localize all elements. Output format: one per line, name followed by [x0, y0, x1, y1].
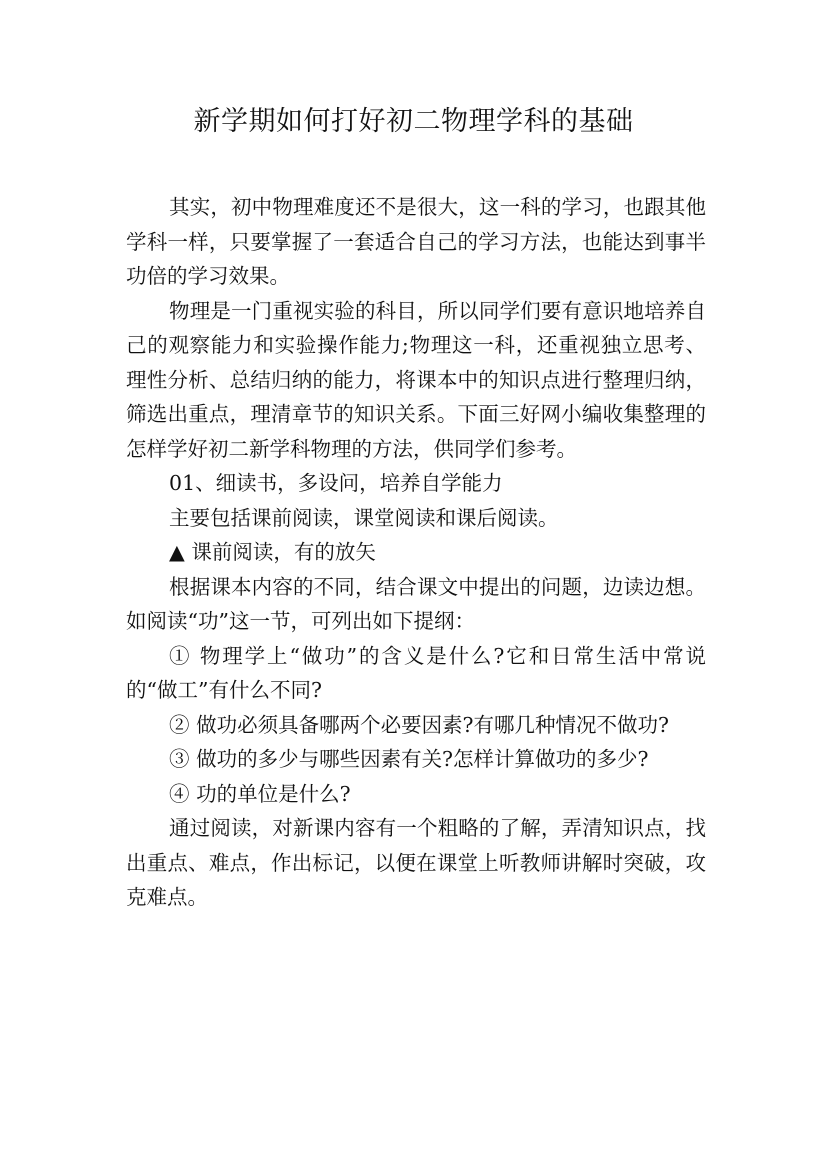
section-heading-01: 01、细读书，多设问，培养自学能力: [169, 471, 503, 495]
document-title: 新学期如何打好初二物理学科的基础: [193, 106, 634, 137]
paragraph-intro: 其实，初中物理难度还不是很大，这一科的学习，也跟其他学科一样，只要掌握了一套适合自己的学习方法，也能达到事半功倍的学习效果。: [126, 195, 706, 288]
outline-item-4: ④ 功的单位是什么?: [169, 781, 351, 806]
paragraph-experiment: 物理是一门重视实验的科目，所以同学们要有意识地培养自己的观察能力和实验操作能力;物理这一科，还重视独立思考、理性分析、总结归纳的能力，将课本中的知识点进行整理归纳，筛选出重点，理清章节的知识关系。下面三好网小编收集整理的怎样学好初二新学科物理的方法，供同学们参考。: [126, 298, 706, 461]
subheading-pre-class-reading: ▲ 课前阅读，有的放矢: [169, 540, 376, 564]
outline-item-3: ③ 做功的多少与哪些因素有关?怎样计算做功的多少?: [169, 747, 649, 771]
document-body: [126, 190, 706, 915]
paragraph-conclusion: 通过阅读，对新课内容有一个粗略的了解，弄清知识点，找出重点、难点，作出标记，以便在课堂上听教师讲解时突破，攻克难点。: [126, 816, 706, 909]
outline-item-2: ② 做功必须具备哪两个必要因素?有哪几种情况不做功?: [169, 712, 670, 737]
paragraph-outline-intro: 根据课本内容的不同，结合课文中提出的问题，边读边想。如阅读“功”这一节，可列出如下提纲：: [126, 574, 706, 633]
paragraph-reading-types: 主要包括课前阅读，课堂阅读和课后阅读。: [169, 505, 559, 530]
outline-item-1: ① 物理学上“做功”的含义是什么?它和日常生活中常说的“做工”有什么不同?: [126, 643, 706, 702]
